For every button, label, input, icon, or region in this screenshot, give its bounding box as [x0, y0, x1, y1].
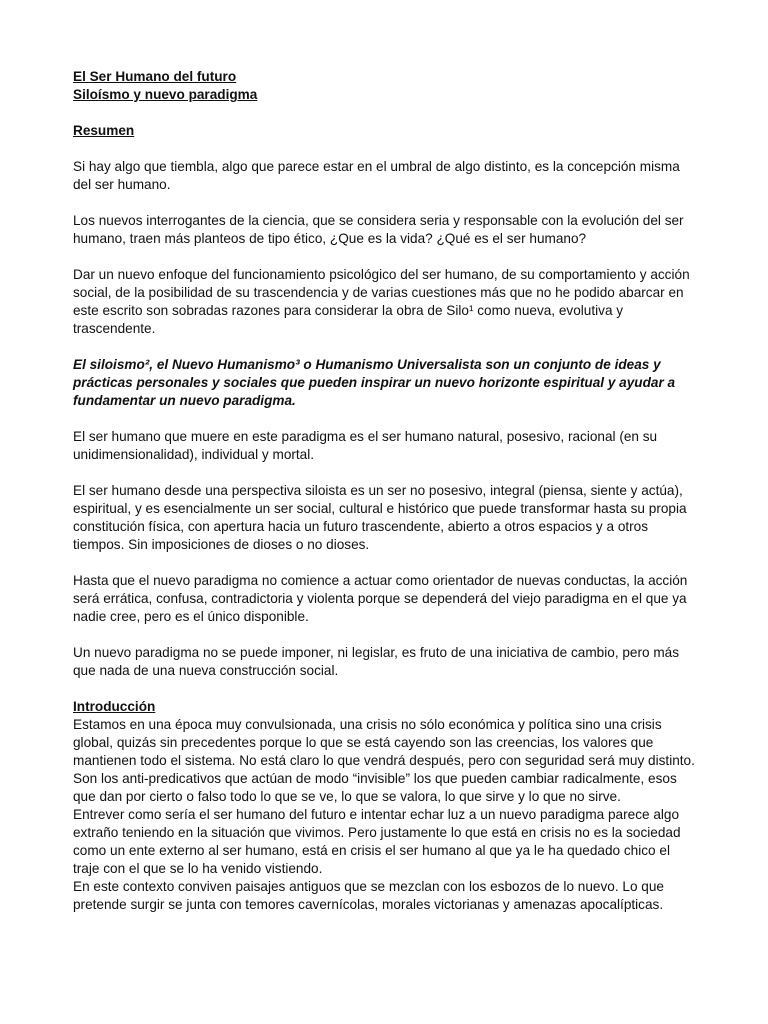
paragraph: Entrever como sería el ser humano del futuro e intentar echar luz a un nuevo paradigma parece algo extraño teniendo en la situación que vivimos. Pero justamente lo que está en crisis no es la sociedad como un ente externo al ser humano, está en crisis el ser humano al que ya le ha quedado chico el traje con el que se lo ha venido vistiendo.	[73, 807, 681, 876]
paragraph: El ser humano desde una perspectiva siloista es un ser no posesivo, integral (piensa, siente y actúa), espiritual, y es esencialmente un ser social, cultural e histórico que puede transformar hasta su propia constitución física, con apertura hacia un futuro trascendente, abierto a otros espacios y a otros tiempos. Sin imposiciones de dioses o no dioses.	[73, 483, 687, 552]
introduccion-heading: Introducción	[73, 699, 156, 714]
paragraph: En este contexto conviven paisajes antiguos que se mezclan con los esbozos de lo nuevo. Lo que pretende surgir se junta con temores cavernícolas, morales victorianas y amenazas apocalípticas.	[73, 879, 664, 912]
paragraph: Un nuevo paradigma no se puede imponer, ni legislar, es fruto de una iniciativa de cambio, pero más que nada de una nueva construcción social.	[73, 645, 680, 678]
paragraph: Estamos en una época muy convulsionada, una crisis no sólo económica y política sino una crisis global, quizás sin precedentes porque lo que se está cayendo son las creencias, los valores que mantienen todo el sistema. No está claro lo que vendrá después, pero con seguridad será muy distinto. Son los anti-predicativos que actúan de modo “invisible” los que pueden cambiar radicalmente, esos que dan por cierto o falso todo lo que se ve, lo que se valora, lo que sirve y lo que no sirve.	[73, 717, 695, 804]
paragraph: Dar un nuevo enfoque del funcionamiento psicológico del ser humano, de su comportamiento y acción social, de la posibilidad de su trascendencia y de varias cuestiones más que no he podido abarcar en este escrito son sobradas razones para considerar la obra de Silo¹ como nueva, evolutiva y trascendente.	[73, 267, 690, 336]
document-subtitle: Siloísmo y nuevo paradigma	[73, 87, 258, 102]
paragraph: Hasta que el nuevo paradigma no comience a actuar como orientador de nuevas conductas, la acción será errática, confusa, contradictoria y violenta porque se dependerá del viejo paradigma en el que ya nadie cree, pero es el único disponible.	[73, 573, 688, 624]
paragraph: Los nuevos interrogantes de la ciencia, que se considera seria y responsable con la evolución del ser humano, traen más planteos de tipo ético, ¿Que es la vida? ¿Qué es el ser humano?	[73, 213, 684, 246]
paragraph: Si hay algo que tiembla, algo que parece estar en el umbral de algo distinto, es la concepción misma del ser humano.	[73, 159, 680, 192]
document-page	[73, 68, 699, 914]
paragraph: El ser humano que muere en este paradigma es el ser humano natural, posesivo, racional (en su unidimensionalidad), individual y mortal.	[73, 429, 658, 462]
highlighted-paragraph: El siloismo², el Nuevo Humanismo³ o Humanismo Universalista son un conjunto de ideas y prácticas personales y sociales que pueden inspirar un nuevo horizonte espiritual y ayudar a fundamentar un nuevo paradigma.	[73, 357, 676, 408]
resumen-heading: Resumen	[73, 123, 135, 138]
document-title: El Ser Humano del futuro	[73, 69, 237, 84]
